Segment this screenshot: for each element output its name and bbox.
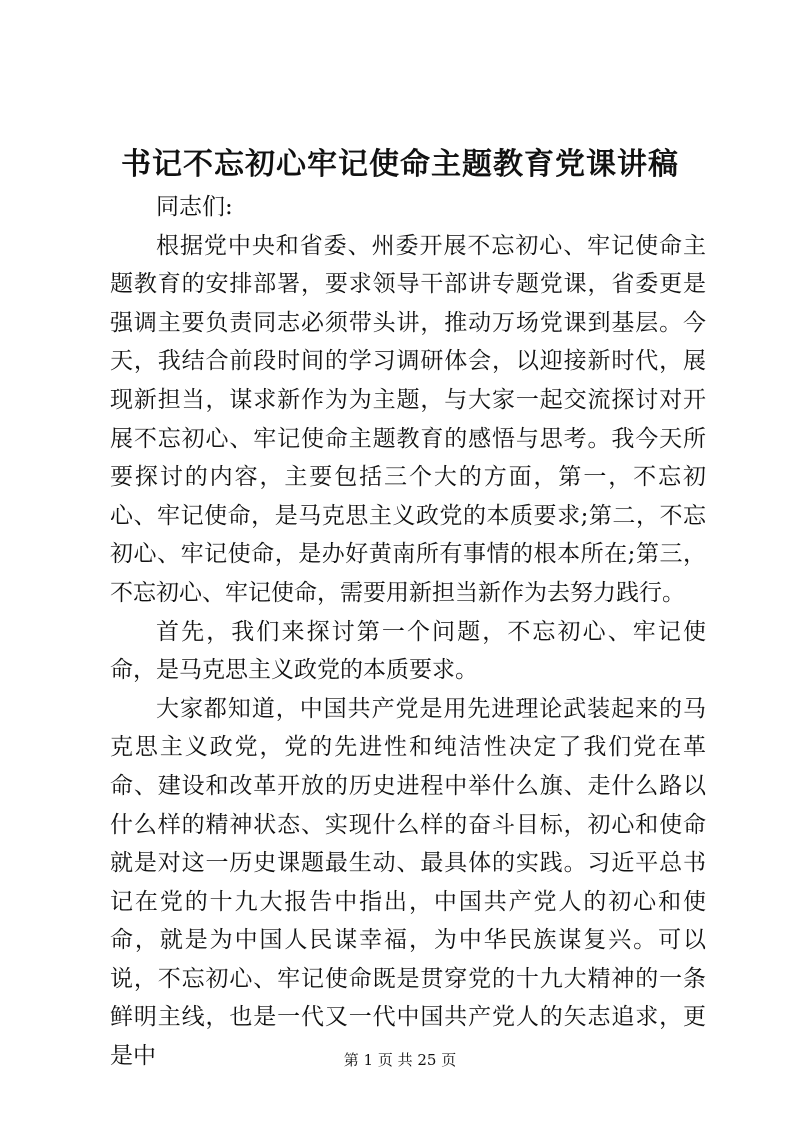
first-topic-paragraph: 首先，我们来探讨第一个问题，不忘初心、牢记使命，是马克思主义政党的本质要求。 (110, 618, 706, 684)
intro-paragraph: 根据党中央和省委、州委开展不忘初心、牢记使命主题教育的安排部署，要求领导干部讲专题党课，省委更是强调主要负责同志必须带头讲，推动万场党课到基层。今天，我结合前段时间的学习调研体会，以迎接新时代，展现新担当，谋求新作为为主题，与大家一起交流探讨对开展不忘初心、牢记使命主题教育的感悟与思考。我今天所要探讨的内容，主要包括三个大的方面，第一，不忘初心、牢记使命，是马克思主义政党的本质要求;第二，不忘初心、牢记使命，是办好黄南所有事情的根本所在;第三，不忘初心、牢记使命，需要用新担当新作为去努力践行。 (110, 232, 706, 606)
body-paragraph: 大家都知道，中国共产党是用先进理论武装起来的马克思主义政党，党的先进性和纯洁性决定了我们党在革命、建设和改革开放的历史进程中举什么旗、走什么路以什么样的精神状态、实现什么样的奋斗目标，初心和使命就是对这一历史课题最生动、最具体的实践。习近平总书记在党的十九大报告中指出，中国共产党人的初心和使命，就是为中国人民谋幸福，为中华民族谋复兴。可以说，不忘初心、牢记使命既是贯穿党的十九大精神的一条鲜明主线，也是一代又一代中国共产党人的矢志追求，更是中 (110, 695, 706, 1070)
page-number-footer: 第 1 页 共 25 页 (343, 1051, 457, 1069)
salutation-paragraph: 同志们: (156, 194, 233, 220)
document-body (110, 188, 706, 1076)
document-title: 书记不忘初心牢记使命主题教育党课讲稿 (121, 147, 679, 182)
